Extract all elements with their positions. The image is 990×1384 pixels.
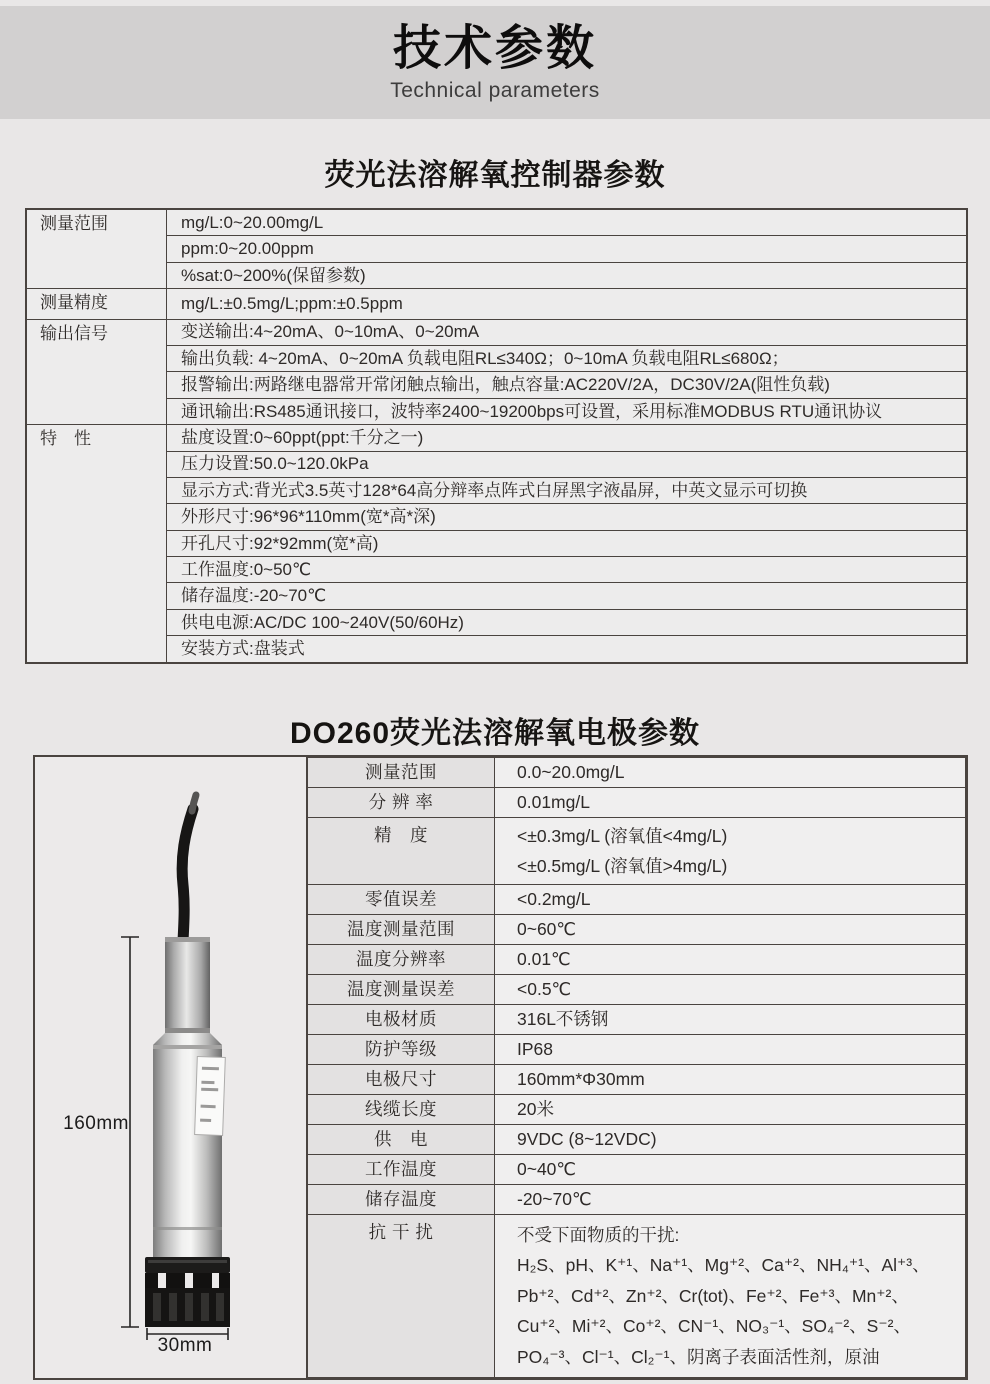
table-row [26,289,967,319]
spec-value: mg/L:0~20.00mg/L [167,209,968,236]
table-row [308,1185,966,1215]
spec-value-line: Cu⁺²、Mi⁺²、Co⁺²、CN⁻¹、NO₃⁻¹、SO₄⁻²、S⁻²、 [517,1316,911,1337]
table-row [26,609,967,635]
table-row [308,1095,966,1125]
spec-value [495,1215,966,1378]
probe-shoulder [153,1033,222,1045]
spec-label: 抗 干 扰 [308,1215,495,1378]
spec-value: 316L不锈钢 [495,1005,966,1035]
spec-label: 特 性 [26,425,167,663]
spec-value: 工作温度:0~50℃ [167,557,968,583]
spec-value-line: Pb⁺²、Cd⁺²、Zn⁺²、Cr(tot)、Fe⁺²、Fe⁺³、Mn⁺²、 [517,1285,909,1306]
height-dimension-label: 160mm [63,1113,129,1134]
spec-value-line: H₂S、pH、K⁺¹、Na⁺¹、Mg⁺²、Ca⁺²、NH₄⁺¹、Al⁺³、 [517,1255,930,1276]
table-row [308,885,966,915]
spec-label: 供 电 [308,1125,495,1155]
probe-guard-cage [145,1257,230,1327]
spec-value: 160mm*Φ30mm [495,1065,966,1095]
spec-value: 9VDC (8~12VDC) [495,1125,966,1155]
spec-value-line: <±0.5mg/L (溶氧值>4mg/L) [517,856,728,877]
table-row [26,477,967,503]
table-row [26,236,967,262]
spec-value: 压力设置:50.0~120.0kPa [167,451,968,477]
table-row [26,209,967,236]
spec-value: 报警输出:两路继电器常开常闭触点输出，触点容量:AC220V/2A，DC30V/2A(阻性负载) [167,372,968,398]
table-row [26,319,967,345]
spec-label: 输出信号 [26,319,167,425]
table-row [308,758,966,788]
spec-value: 外形尺寸:96*96*110mm(宽*高*深) [167,504,968,530]
table-row [26,451,967,477]
probe-illustration [35,757,306,1379]
table-row [26,557,967,583]
probe-cable [182,809,193,941]
table-row [26,262,967,288]
spec-value: -20~70℃ [495,1185,966,1215]
header-banner [0,6,990,119]
spec-value: 0~40℃ [495,1155,966,1185]
spec-value: 变送输出:4~20mA、0~10mA、0~20mA [167,319,968,345]
table-row [308,788,966,818]
spec-value: 盐度设置:0~60ppt(ppt:千分之一) [167,425,968,451]
table-row [26,583,967,609]
electrode-section-title: DO260荧光法溶解氧电极参数 [289,717,701,750]
spec-label: 电极材质 [308,1005,495,1035]
spec-label: 精 度 [308,818,495,885]
spec-value: 0~60℃ [495,915,966,945]
spec-value: 0.01℃ [495,945,966,975]
spec-label: 分 辨 率 [308,788,495,818]
table-row [26,530,967,556]
spec-value-line: <±0.3mg/L (溶氧值<4mg/L) [517,825,728,846]
spec-value: 输出负载: 4~20mA、0~20mA 负载电阻RL≤340Ω；0~10mA 负载电阻RL≤680Ω； [167,345,968,371]
spec-value-line: 不受下面物质的干扰: [517,1224,680,1245]
spec-label: 测量范围 [308,758,495,788]
table-row [308,1065,966,1095]
table-row [308,975,966,1005]
table-row [26,372,967,398]
spec-value: 开孔尺寸:92*92mm(宽*高) [167,530,968,556]
page-title: 技术参数 [392,22,597,75]
probe-label-sticker [195,1057,226,1136]
spec-value: IP68 [495,1035,966,1065]
spec-label: 零值误差 [308,885,495,915]
table-row [308,1215,966,1378]
table-row [308,1155,966,1185]
spec-label: 工作温度 [308,1155,495,1185]
spec-value [495,818,966,885]
spec-value: <0.2mg/L [495,885,966,915]
spec-label: 储存温度 [308,1185,495,1215]
spec-label: 温度分辨率 [308,945,495,975]
table-row [308,915,966,945]
spec-label: 温度测量误差 [308,975,495,1005]
spec-value: 0.01mg/L [495,788,966,818]
spec-value-line: PO₄⁻³、Cl⁻¹、Cl₂⁻¹、阴离子表面活性剂，原油 [517,1346,880,1367]
spec-value: 显示方式:背光式3.5英寸128*64高分辩率点阵式白屏黑字液晶屏，中英文显示可切换 [167,477,968,503]
electrode-spec-table [307,757,966,1378]
spec-value: 储存温度:-20~70℃ [167,583,968,609]
page-subtitle: Technical parameters [390,79,600,102]
spec-value: <0.5℃ [495,975,966,1005]
table-row [308,1035,966,1065]
electrode-spec-panel [33,755,968,1380]
spec-value: 通讯输出:RS485通讯接口，波特率2400~19200bps可设置，采用标准MODBUS RTU通讯协议 [167,398,968,424]
spec-value: ppm:0~20.00ppm [167,236,968,262]
spec-value: %sat:0~200%(保留参数) [167,262,968,288]
probe-photo [35,757,307,1378]
table-row [26,425,967,451]
table-row [26,636,967,663]
spec-value: 20米 [495,1095,966,1125]
table-row [308,818,966,885]
spec-value: 安装方式:盘装式 [167,636,968,663]
spec-value: 供电电源:AC/DC 100~240V(50/60Hz) [167,609,968,635]
spec-label: 电极尺寸 [308,1065,495,1095]
controller-spec-table [25,208,968,664]
spec-label: 温度测量范围 [308,915,495,945]
controller-section-title: 荧光法溶解氧控制器参数 [324,159,666,192]
spec-value: 0.0~20.0mg/L [495,758,966,788]
table-row [308,1005,966,1035]
table-row [308,1125,966,1155]
table-row [26,345,967,371]
spec-label: 防护等级 [308,1035,495,1065]
width-dimension-label: 30mm [157,1335,213,1356]
spec-label: 线缆长度 [308,1095,495,1125]
probe-collar [165,937,210,1033]
table-row [308,945,966,975]
spec-label: 测量精度 [26,289,167,319]
table-row [26,504,967,530]
spec-label: 测量范围 [26,209,167,289]
table-row [26,398,967,424]
spec-value: mg/L:±0.5mg/L;ppm:±0.5ppm [167,289,968,319]
